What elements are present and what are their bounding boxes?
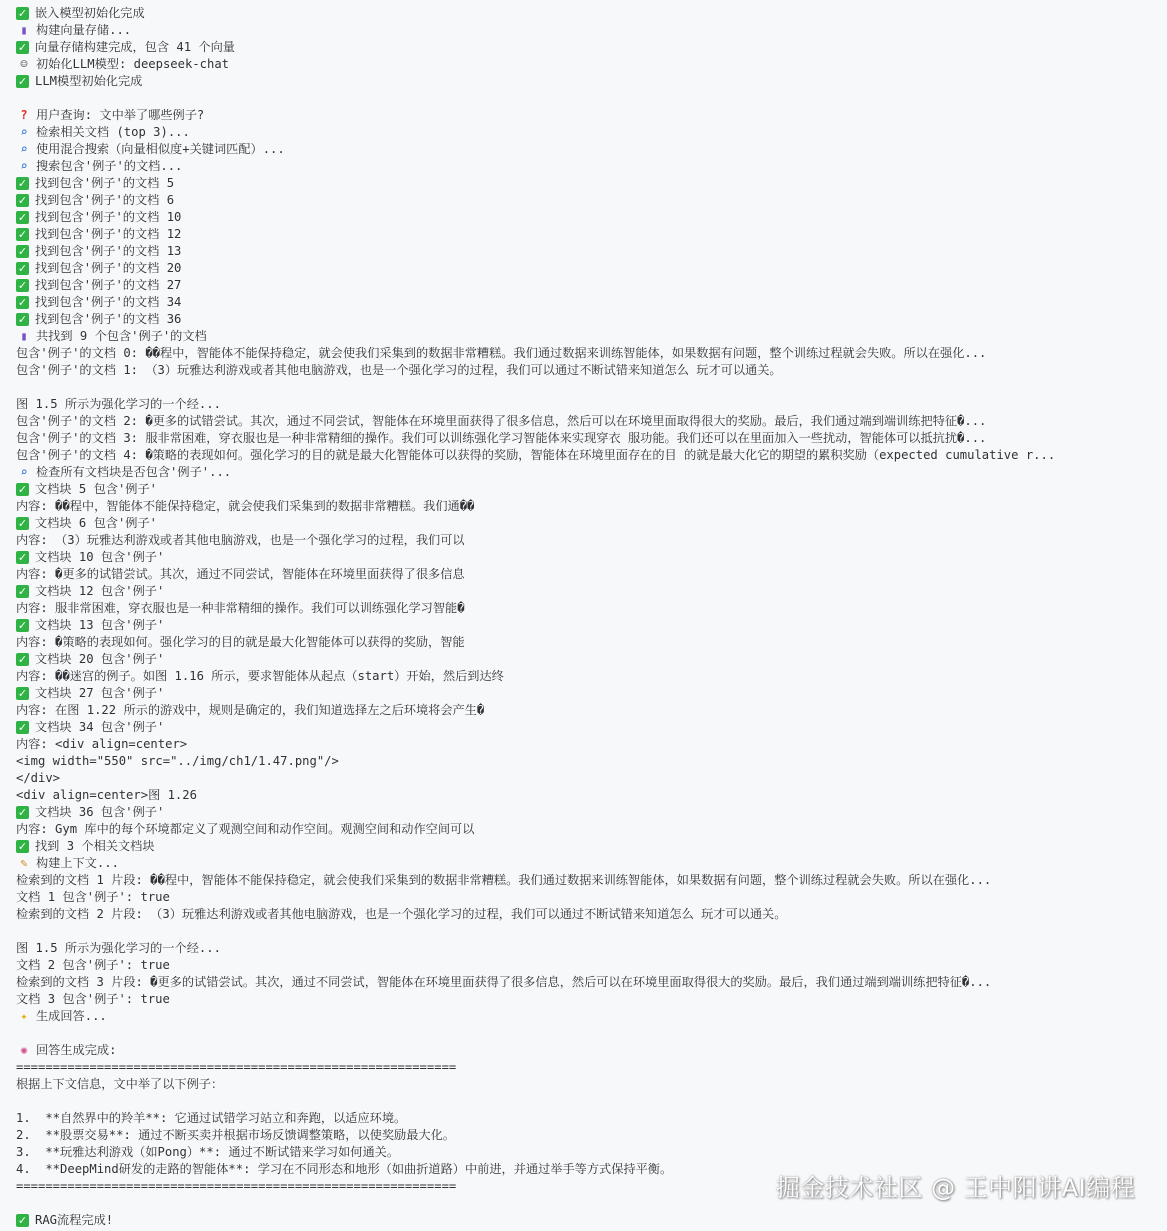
console-line-text: 检查所有文档块是否包含'例子'...	[36, 465, 232, 479]
console-line	[16, 56, 1163, 73]
console-line-text: 文档 2 包含'例子': true	[16, 958, 170, 972]
console-line-text: 找到包含'例子'的文档 36	[35, 312, 182, 326]
console-line	[16, 5, 1163, 22]
console-line-text: 文档块 36 包含'例子'	[35, 805, 165, 819]
check-icon: ✓	[17, 806, 28, 819]
console-line-text: 找到 3 个相关文档块	[35, 839, 155, 853]
console-line	[16, 243, 1163, 260]
console-line-text: 文档块 10 包含'例子'	[35, 550, 165, 564]
console-line-text: 找到包含'例子'的文档 12	[35, 227, 182, 241]
console-line-text: 文档块 13 包含'例子'	[35, 618, 165, 632]
console-line	[16, 90, 1163, 107]
console-line	[16, 1025, 1163, 1042]
console-line-text: 检索到的文档 2 片段: （3）玩雅达利游戏或者其他电脑游戏，也是一个强化学习的过程，我们可以通过不断试错来知道怎么 玩才可以通关。	[16, 907, 787, 921]
console-line-text: 内容: ��程中，智能体不能保持稳定，就会使我们采集到的数据非常糟糕。我们通��	[16, 499, 475, 513]
console-line-text: 找到包含'例子'的文档 6	[35, 193, 175, 207]
console-line	[16, 566, 1163, 583]
console-line-text: 找到包含'例子'的文档 27	[35, 278, 182, 292]
console-line-text: 找到包含'例子'的文档 13	[35, 244, 182, 258]
console-line	[16, 141, 1163, 158]
console-line	[16, 260, 1163, 277]
console-line-text: 包含'例子'的文档 0: ��程中，智能体不能保持稳定，就会使我们采集到的数据非常糟糕。我们通过数据来训练智能体，如果数据有问题，整个训练过程就会失败。所以在强化...	[16, 346, 987, 360]
pencil-icon: ✎	[20, 856, 28, 870]
console-line	[16, 447, 1163, 464]
console-line-text: ============================================================	[16, 1179, 457, 1193]
console-line-text: 回答生成完成:	[36, 1043, 117, 1057]
check-icon: ✓	[17, 313, 28, 326]
sparkle-icon: ✦	[20, 1009, 28, 1023]
console-line	[16, 974, 1163, 991]
console-line	[16, 39, 1163, 56]
check-icon: ✓	[17, 721, 28, 734]
console-line	[16, 736, 1163, 753]
console-line	[16, 192, 1163, 209]
console-line	[16, 1212, 1163, 1229]
console-line	[16, 1144, 1163, 1161]
console-line-text: 找到包含'例子'的文档 20	[35, 261, 182, 275]
console-line-text: 文档 3 包含'例子': true	[16, 992, 170, 1006]
check-icon: ✓	[17, 619, 28, 632]
console-line-text: <div align=center>图 1.26	[16, 788, 197, 802]
check-icon: ✓	[17, 7, 28, 20]
console-line	[16, 549, 1163, 566]
console-line	[16, 311, 1163, 328]
console-line	[16, 957, 1163, 974]
console-line	[16, 515, 1163, 532]
console-line-text: 文档块 5 包含'例子'	[35, 482, 157, 496]
console-line	[16, 855, 1163, 872]
console-line	[16, 600, 1163, 617]
console-line	[16, 702, 1163, 719]
search-icon: ⌕	[20, 465, 28, 479]
console-line	[16, 889, 1163, 906]
party-icon: ✺	[20, 1043, 28, 1057]
console-line	[16, 158, 1163, 175]
check-icon: ✓	[17, 245, 28, 258]
check-icon: ✓	[17, 228, 28, 241]
console-line	[16, 1042, 1163, 1059]
console-line	[16, 379, 1163, 396]
check-icon: ✓	[17, 211, 28, 224]
console-line-text: 生成回答...	[36, 1009, 107, 1023]
console-line	[16, 787, 1163, 804]
check-icon: ✓	[17, 296, 28, 309]
console-line-text: </div>	[16, 771, 61, 785]
console-line-text: 2. **股票交易**: 通过不断买卖并根据市场反馈调整策略，以使奖励最大化。	[16, 1128, 455, 1142]
console-line	[16, 294, 1163, 311]
console-line	[16, 753, 1163, 770]
console-line	[16, 328, 1163, 345]
console-line	[16, 362, 1163, 379]
console-line-text: 文档块 12 包含'例子'	[35, 584, 165, 598]
search-icon: ⌕	[20, 159, 28, 173]
console-line	[16, 124, 1163, 141]
console-line-text: <img width="550" src="../img/ch1/1.47.png"/>	[16, 754, 339, 768]
console-line	[16, 209, 1163, 226]
console-line	[16, 481, 1163, 498]
console-line	[16, 345, 1163, 362]
console-line-text: 4. **DeepMind研发的走路的智能体**: 学习在不同形态和地形（如曲折道路）中前进，并通过举手等方式保持平衡。	[16, 1162, 673, 1176]
console-line-text: 搜索包含'例子'的文档...	[36, 159, 183, 173]
console-line	[16, 532, 1163, 549]
console-line	[16, 1076, 1163, 1093]
console-line	[16, 872, 1163, 889]
console-line-text: 图 1.5 所示为强化学习的一个经...	[16, 397, 221, 411]
check-icon: ✓	[17, 41, 28, 54]
console-line-text: 检索到的文档 1 片段: ��程中，智能体不能保持稳定，就会使我们采集到的数据非常糟糕。我们通过数据来训练智能体，如果数据有问题，整个训练过程就会失败。所以在强化...	[16, 873, 992, 887]
console-line	[16, 634, 1163, 651]
console-line	[16, 838, 1163, 855]
console-line-text: 向量存储构建完成，包含 41 个向量	[35, 40, 235, 54]
console-line	[16, 464, 1163, 481]
console-line-text: 包含'例子'的文档 4: �策略的表现如何。强化学习的目的就是最大化智能体可以获得的奖励，智能体在环境里面存在的目 的就是最大化它的期望的累积奖励（expected cumulative r...	[16, 448, 1056, 462]
console-line	[16, 430, 1163, 447]
console-line-text: 内容: <div align=center>	[16, 737, 188, 751]
search-icon: ⌕	[20, 125, 28, 139]
robot-icon: ☺	[20, 57, 28, 71]
console-line-text: 文档块 20 包含'例子'	[35, 652, 165, 666]
console-line-text: 内容: ��迷宫的例子。如图 1.16 所示，要求智能体从起点（start）开始，然后到达终	[16, 669, 504, 683]
console-line	[16, 498, 1163, 515]
check-icon: ✓	[17, 483, 28, 496]
console-line	[16, 991, 1163, 1008]
console-line-text: 文档块 6 包含'例子'	[35, 516, 157, 530]
console-line	[16, 226, 1163, 243]
console-line-text: RAG流程完成!	[35, 1213, 114, 1227]
check-icon: ✓	[17, 687, 28, 700]
bar-chart-icon: ▮	[20, 329, 28, 343]
console-line	[16, 770, 1163, 787]
search-icon: ⌕	[20, 142, 28, 156]
console-line-text: 构建上下文...	[36, 856, 119, 870]
console-line-text: ============================================================	[16, 1060, 457, 1074]
check-icon: ✓	[17, 840, 28, 853]
console-line-text: 用户查询: 文中举了哪些例子?	[36, 108, 205, 122]
console-line	[16, 1008, 1163, 1025]
console-line	[16, 277, 1163, 294]
check-icon: ✓	[17, 262, 28, 275]
console-line	[16, 685, 1163, 702]
console-line	[16, 668, 1163, 685]
console-line-text: 内容: �策略的表现如何。强化学习的目的就是最大化智能体可以获得的奖励，智能	[16, 635, 465, 649]
console-line-text: 共找到 9 个包含'例子'的文档	[36, 329, 207, 343]
bar-chart-icon: ▮	[20, 23, 28, 37]
console-line-text: 找到包含'例子'的文档 34	[35, 295, 182, 309]
check-icon: ✓	[17, 194, 28, 207]
console-line-text: 包含'例子'的文档 3: 服非常困难，穿衣服也是一种非常精细的操作。我们可以训练强化学习智能体来实现穿衣 服功能。我们还可以在里面加入一些扰动，智能体可以抵抗扰�...	[16, 431, 987, 445]
console-line-text: 检索相关文档 (top 3)...	[36, 125, 190, 139]
console-line	[16, 804, 1163, 821]
console-line	[16, 923, 1163, 940]
console-line	[16, 906, 1163, 923]
console-line-text: 找到包含'例子'的文档 5	[35, 176, 175, 190]
console-line	[16, 413, 1163, 430]
console-line-text: 构建向量存储...	[36, 23, 132, 37]
console-line	[16, 583, 1163, 600]
console-line	[16, 1127, 1163, 1144]
console-line	[16, 1110, 1163, 1127]
console-line-text: 文档块 27 包含'例子'	[35, 686, 165, 700]
console-line-text: 包含'例子'的文档 1: （3）玩雅达利游戏或者其他电脑游戏，也是一个强化学习的过程，我们可以通过不断试错来知道怎么 玩才可以通关。	[16, 363, 782, 377]
console-line	[16, 73, 1163, 90]
console-line-text: LLM模型初始化完成	[35, 74, 143, 88]
console-line	[16, 107, 1163, 124]
console-line-text: 包含'例子'的文档 2: �更多的试错尝试。其次，通过不同尝试，智能体在环境里面获得了很多信息，然后可以在环境里面取得很大的奖励。最后，我们通过端到端训练把特征�...	[16, 414, 987, 428]
console-line-text: 内容: Gym 库中的每个环境都定义了观测空间和动作空间。观测空间和动作空间可以	[16, 822, 475, 836]
check-icon: ✓	[17, 279, 28, 292]
console-line-text: 文档 1 包含'例子': true	[16, 890, 170, 904]
console-line-text: 1. **自然界中的羚羊**: 它通过试错学习站立和奔跑，以适应环境。	[16, 1111, 407, 1125]
console-line	[16, 396, 1163, 413]
console-line	[16, 940, 1163, 957]
check-icon: ✓	[17, 551, 28, 564]
check-icon: ✓	[17, 177, 28, 190]
check-icon: ✓	[17, 653, 28, 666]
console-line	[16, 651, 1163, 668]
watermark: 掘金技术社区 @ 王中阳讲AI编程	[776, 1174, 1136, 1202]
console-line	[16, 1059, 1163, 1076]
console-line-text: 3. **玩雅达利游戏（如Pong）**: 通过不断试错来学习如何通关。	[16, 1145, 400, 1159]
console-line-text: 嵌入模型初始化完成	[35, 6, 145, 20]
console-line-text: 使用混合搜索（向量相似度+关键词匹配）...	[36, 142, 285, 156]
console-line-text: 图 1.5 所示为强化学习的一个经...	[16, 941, 221, 955]
check-icon: ✓	[17, 75, 28, 88]
console-line	[16, 719, 1163, 736]
console-line	[16, 175, 1163, 192]
console-line	[16, 22, 1163, 39]
check-icon: ✓	[17, 517, 28, 530]
check-icon: ✓	[17, 1214, 28, 1227]
console-line	[16, 821, 1163, 838]
question-icon: ?	[20, 108, 28, 122]
console-line-text: 内容: （3）玩雅达利游戏或者其他电脑游戏，也是一个强化学习的过程，我们可以	[16, 533, 465, 547]
console-line-text: 找到包含'例子'的文档 10	[35, 210, 182, 224]
console-line	[16, 1093, 1163, 1110]
console-line-text: 内容: 服非常困难，穿衣服也是一种非常精细的操作。我们可以训练强化学习智能�	[16, 601, 465, 615]
console-line-text: 内容: 在图 1.22 所示的游戏中，规则是确定的，我们知道选择左之后环境将会产生�	[16, 703, 485, 717]
check-icon: ✓	[17, 585, 28, 598]
console-line-text: 内容: �更多的试错尝试。其次，通过不同尝试，智能体在环境里面获得了很多信息	[16, 567, 465, 581]
console-line-text: 初始化LLM模型: deepseek-chat	[36, 57, 230, 71]
console-line	[16, 617, 1163, 634]
console-output	[16, 5, 1163, 1229]
console-line-text: 文档块 34 包含'例子'	[35, 720, 165, 734]
console-line-text: 检索到的文档 3 片段: �更多的试错尝试。其次，通过不同尝试，智能体在环境里面获得了很多信息，然后可以在环境里面取得很大的奖励。最后，我们通过端到端训练把特征�...	[16, 975, 992, 989]
console-line-text: 根据上下文信息，文中举了以下例子：	[16, 1077, 224, 1091]
